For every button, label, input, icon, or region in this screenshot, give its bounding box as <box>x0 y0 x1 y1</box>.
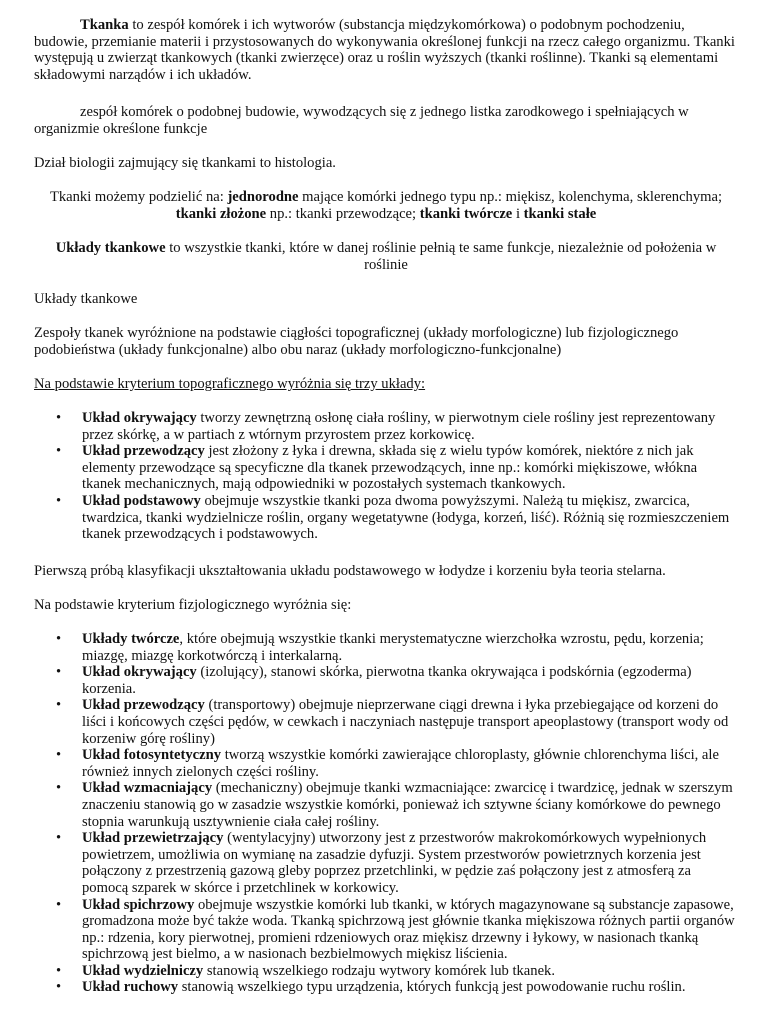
tkanka-term: Tkanka <box>80 17 129 33</box>
list-item-text: tworzy zewnętrzną osłonę ciała rośliny, w pierwotnym ciele rośliny jest reprezentowany przez skórkę, a w partiach z wtórnym przyrostem przez korkowicę. <box>82 410 716 443</box>
list-item-text: obejmuje wszystkie komórki lub tkanki, w których magazynowane są substancje zapasowe, gromadzona może być także woda. Tkanką spichrzową jest głównie tkanka miękiszowa różnych partii organów np.: rdzenia, kory pierwotnej, promieni rdzeniowych oraz miękisz drzewny i łykowy, w nasionach tkanką spichrzową jest bielmo, a w nasionach bezbielmowych miękisz liścienia. <box>82 896 735 963</box>
division-term-zlozone: tkanki złożone <box>175 205 267 222</box>
bullet: • <box>56 962 62 979</box>
stelar-theory-paragraph: Pierwszą próbą klasyfikacji ukształtowania układu podstawowego w łodydze i korzeniu była teoria stelarna. <box>34 563 666 579</box>
list-item-term: Układ spichrzowy <box>82 896 195 913</box>
bullet: • <box>56 410 62 426</box>
bullet: • <box>56 780 62 797</box>
list-item-term: Układ fotosyntetyczny <box>82 747 222 764</box>
bullet: • <box>56 747 62 764</box>
list-item-text: (mechaniczny) obejmuje tkanki wzmacniające: zwarcicę i twardzicę, jednak w szerszym znaczeniu stanowią go w zasadzie wszystkie komórki, ponieważ ich sztywne ściany komórkowe do pewnego stopnia warunkują usztywnienie ciała całej rośliny. <box>82 780 733 830</box>
bullet: • <box>56 664 62 681</box>
tissue-systems-definition <box>34 240 738 273</box>
list-item <box>34 493 738 543</box>
division-text-4: i <box>512 205 524 222</box>
physiological-criterion-heading: Na podstawie kryterium fizjologicznego wyróżnia się: <box>34 597 352 613</box>
tissue-systems-heading: Układy tkankowe <box>34 291 138 307</box>
division-term-stale: tkanki stałe <box>523 205 597 222</box>
list-item <box>34 780 738 830</box>
list-item-text: , które obejmują wszystkie tkanki merystematyczne wierzchołka wzrostu, pędu, korzenia; miazgę, miazgę korkotwórczą i interkalarną. <box>82 631 704 664</box>
bullet: • <box>56 830 62 847</box>
tissue-group-paragraph: zespół komórek o podobnej budowie, wywodzących się z jednego listka zarodkowego i spełniających w organizmie określone funkcje <box>34 104 689 137</box>
list-item-text: obejmuje wszystkie tkanki poza dwoma powyższymi. Należą tu miękisz, zwarcica, twardzica, tkanki wydzielnicze roślin, organy wegetatywne (łodyga, korzeń, liść). Różnią się rozmieszczeniem tkanek przewodzących i podstawowych. <box>82 492 730 543</box>
list-item-text: (izolujący), stanowi skórka, pierwotna tkanka okrywająca i podskórnia (egzoderma) korzenia. <box>82 664 692 697</box>
list-item-term: Układ przewodzący <box>82 697 205 714</box>
tissue-systems-term: Układy tkankowe <box>55 240 166 256</box>
bullet: • <box>56 979 62 996</box>
list-item-term: Układ podstawowy <box>82 492 201 509</box>
topographic-systems-list <box>34 410 738 543</box>
list-item-term: Układ przewietrzający <box>82 830 224 847</box>
list-item <box>34 697 738 747</box>
bullet: • <box>56 443 62 460</box>
list-item-text: stanowią wszelkiego typu urządzenia, których funkcją jest powodowanie ruchu roślin. <box>178 979 686 996</box>
tkanka-definition-paragraph <box>34 17 738 83</box>
list-item <box>34 631 738 664</box>
list-item <box>34 979 738 996</box>
division-text-3: np.: tkanki przewodzące; <box>266 205 420 222</box>
list-item <box>34 443 738 493</box>
list-item-term: Układ wzmacniający <box>82 780 213 797</box>
bullet: • <box>56 631 62 647</box>
tissue-groups-paragraph: Zespoły tkanek wyróżnione na podstawie ciągłości topograficznej (układy morfologiczne) lub fizjologicznego podobieństwa (układy funkcjonalne) albo obu naraz (układy morfologiczno-funkcjonalne) <box>34 325 679 358</box>
list-item <box>34 664 738 697</box>
topographic-criterion-heading: Na podstawie kryterium topograficznego wyróżnia się trzy układy: <box>34 376 426 392</box>
list-item-term: Układ ruchowy <box>82 979 179 996</box>
list-item-term: Układ okrywający <box>82 664 197 681</box>
list-item-term: Układy twórcze <box>82 631 180 647</box>
bullet: • <box>56 492 62 509</box>
tkanka-definition-text: to zespół komórek i ich wytworów (substancja międzykomórkowa) o podobnym pochodzeniu, budowie, przemianie materii i przystosowanych do wykonywania określonej funkcji na rzecz całego organizmu. Tkanki występują u zwierząt tkankowych (tkanki zwierzęce) oraz u roślin wyższych (tkanki roślinne). Tkanki są elementami składowymi narządów i ich układów. <box>34 17 735 83</box>
list-item-text: (transportowy) obejmuje nieprzerwane ciągi drewna i łyka przebiegające od korzeni do liści i końcowych części pędów, w cewkach i naczyniach następuje transport apeoplastowy (transport wody od korzeniw górę rośliny) <box>82 697 729 747</box>
division-term-jednorodne: jednorodne <box>227 189 299 205</box>
division-text-1: Tkanki możemy podzielić na: <box>49 189 228 205</box>
list-item-term: Układ przewodzący <box>82 443 205 460</box>
list-item-text: jest złożony z łyka i drewna, składa się z wielu typów komórek, niektóre z nich jak elementy przewodzące są specyficzne dla tkanek przewodzących, inne np.: komórki miękiszowe, włókna tkanek mechanicznych, mają odpowiedniki w pozostałych systemach tkankowych. <box>82 443 698 493</box>
division-term-tworcze: tkanki twórcze <box>419 205 513 222</box>
bullet: • <box>56 896 62 913</box>
list-item-term: Układ okrywający <box>82 410 197 426</box>
list-item-text: stanowią wszelkiego rodzaju wytwory komórek lub tkanek. <box>203 962 556 979</box>
list-item <box>34 410 738 443</box>
list-item-text: (wentylacyjny) utworzony jest z przestworów makrokomórkowych wypełnionych powietrzem, umożliwia on wymianę na zasadzie dyfuzji. System przestworów powietrznych korzenia jest połączony z przestrzenią gazową gleby poprzez przetchlinki, w pędzie zaś połączony jest z atmosferą za pomocą szparek w skórce i przetchlinek w korkowicy. <box>82 830 707 896</box>
histology-paragraph: Dział biologii zajmujący się tkankami to histologia. <box>34 155 336 171</box>
tissue-systems-text: to wszystkie tkanki, które w danej roślinie pełnią te same funkcje, niezależnie od położenia w roślinie <box>165 240 717 273</box>
list-item <box>34 830 738 896</box>
list-item-text: tworzą wszystkie komórki zawierające chloroplasty, głównie chlorenchyma liści, ale również innych zielonych części rośliny. <box>82 747 719 780</box>
tissue-division-paragraph <box>34 189 738 222</box>
list-item <box>34 897 738 963</box>
bullet: • <box>56 697 62 714</box>
list-item <box>34 747 738 780</box>
division-text-2: mające komórki jednego typu np.: miękisz, kolenchyma, sklerenchyma; <box>298 189 723 205</box>
physiological-systems-list <box>34 631 738 996</box>
list-item-term: Układ wydzielniczy <box>82 962 204 979</box>
list-item <box>34 963 738 980</box>
